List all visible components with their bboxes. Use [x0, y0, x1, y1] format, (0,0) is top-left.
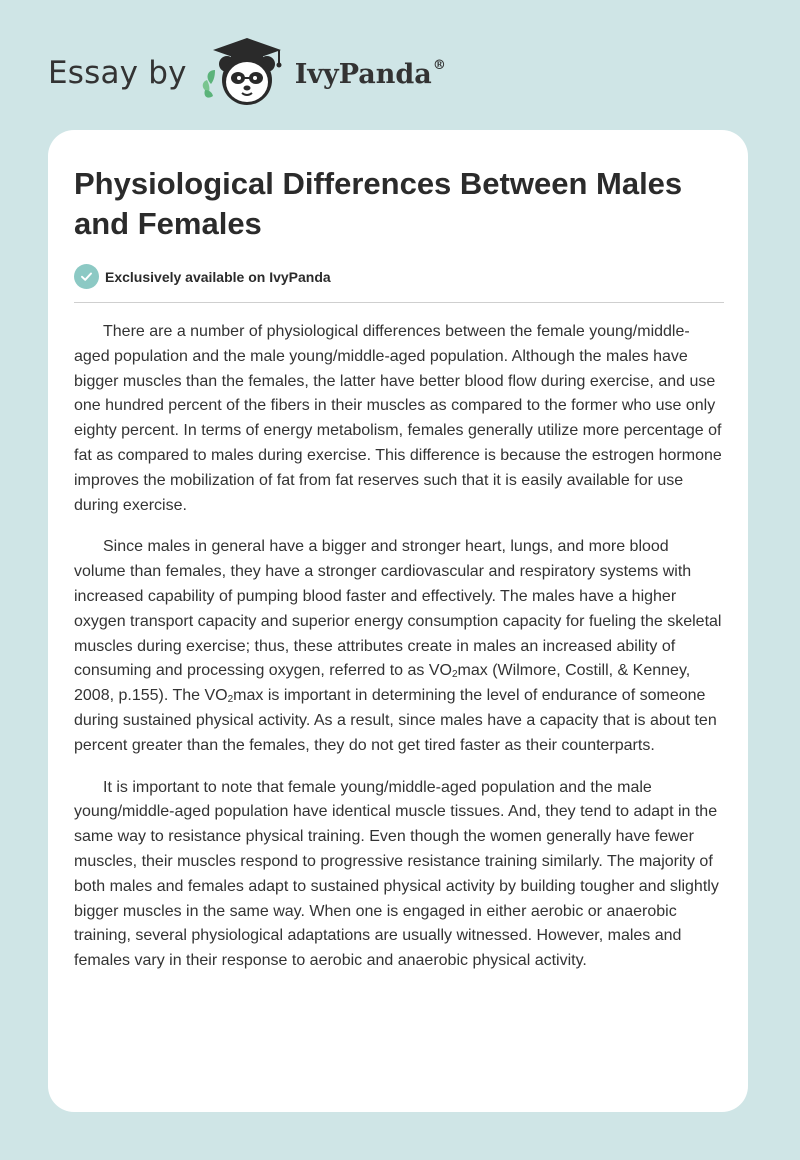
checkmark-icon [74, 264, 99, 289]
exclusive-label: Exclusively available on IvyPanda [105, 268, 331, 285]
paragraph-1: There are a number of physiological differences between the female young/middle-aged population and the male young/middle-aged population. Although the males have bigger muscles than the females, the latter have better blood flow during exercise, and use one hundred percent of the fibers in their muscles as compared to the former who use only eighty percent. In terms of energy metabolism, females generally utilize more percentage of fat as compared to males during exercise. This difference is because the estrogen hormone improves the mobilization of fat from fat reserves such that it is easily available for use during exercise. [74, 323, 722, 514]
page-title: Physiological Differences Between Males and Females [74, 166, 683, 241]
exclusive-badge [74, 264, 331, 289]
ivypanda-brand[interactable]: IvyPanda® [294, 58, 446, 90]
divider [74, 302, 724, 303]
paragraph-2: Since males in general have a bigger and stronger heart, lungs, and more blood volume than females, they have a stronger cardiovascular and respiratory systems with increased capability of pumping blood faster and effectively. The males have a higher oxygen transport capacity and superior energy consumption capacity for fueling the skeletal muscles during exercise; thus, these attributes create in males an increased ability of consuming and processing oxygen, referred to as $VO_2\max$ (Wilmore, Costill, & Kenney, 2008, p.155). The $VO_2\max$ is important in determining the level of endurance of someone during sustained physical activity. As a result, since males have a capacity that is about ten percent greater than the females, they do not get tired faster as their counterparts. [74, 538, 722, 754]
paragraph-3: It is important to note that female young/middle-aged population and the male young/middle-aged population have identical muscle tissues. And, they tend to adapt in the same way to resistance physical training. Even though the women generally have fewer muscles, their muscles respond to progressive resistance training similarly. The majority of both males and females adapt to sustained physical activity by building tougher and slightly bigger muscles in the same way. When one is engaged in either aerobic or anaerobic training, several physiological adaptations are usually witnessed. However, males and females vary in their response to aerobic and anaerobic physical activity. [74, 778, 719, 970]
essay-card [48, 130, 748, 1112]
essay-body [74, 320, 724, 991]
essay-by-label: Essay by [48, 55, 187, 91]
panda-logo-icon[interactable] [201, 34, 293, 110]
registered-mark: ® [432, 58, 446, 73]
site-header [48, 34, 446, 110]
